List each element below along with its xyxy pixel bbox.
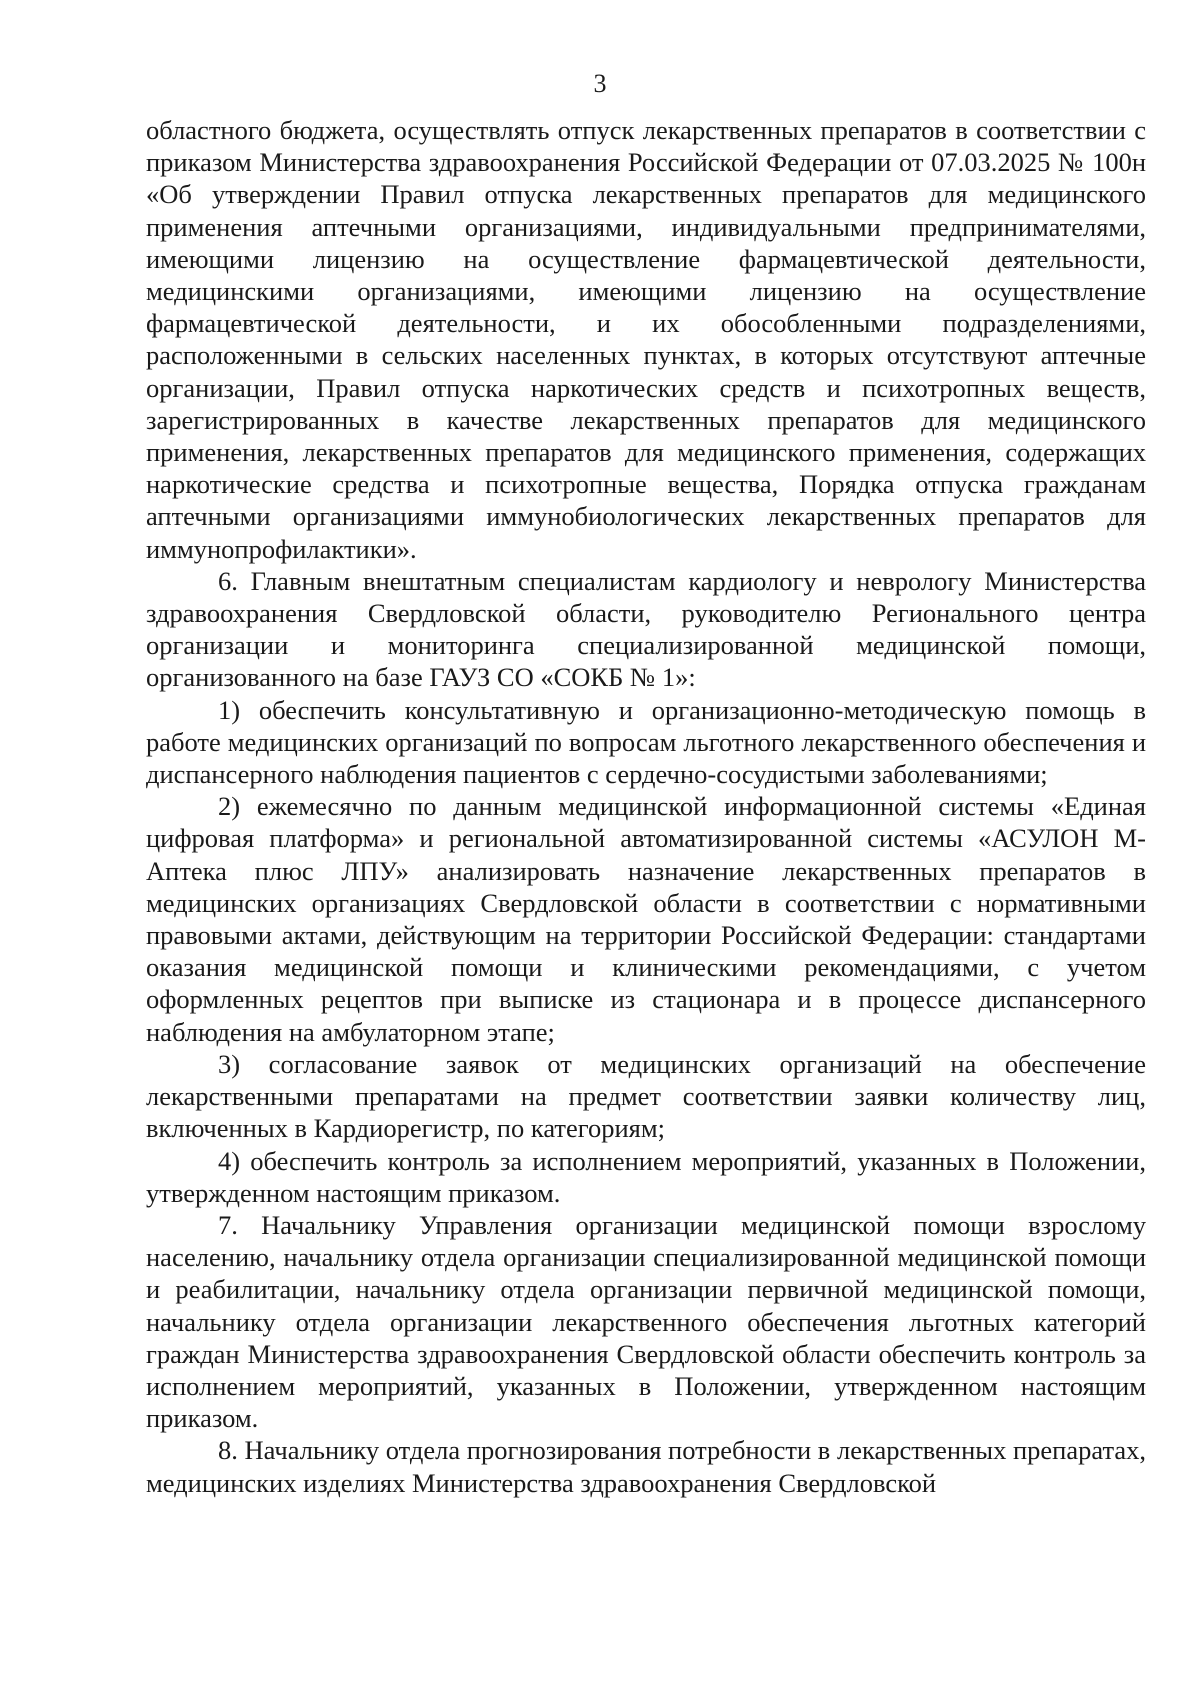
paragraph-item-6-1: 1) обеспечить консультативную и организационно-методическую помощь в работе медицинских организаций по вопросам льготного лекарственного обеспечения и диспансерного наблюдения пациентов с сердечно-сосудистыми заболеваниями;	[146, 694, 1146, 790]
paragraph-continuation: областного бюджета, осуществлять отпуск лекарственных препаратов в соответствии с приказом Министерства здравоохранения Российской Федерации от 07.03.2025 № 100н «Об утверждении Правил отпуска лекарственных препаратов для медицинского применения аптечными организациями, индивидуальными предпринимателями, имеющими лицензию на осуществление фармацевтической деятельности, медицинскими организациями, имеющими лицензию на осуществление фармацевтической деятельности, и их обособленными подразделениями, расположенными в сельских населенных пунктах, в которых отсутствуют аптечные организации, Правил отпуска наркотических средств и психотропных веществ, зарегистрированных в качестве лекарственных препаратов для медицинского применения, лекарственных препаратов для медицинского применения, содержащих наркотические средства и психотропные вещества, Порядка отпуска гражданам аптечными организациями иммунобиологических лекарственных препаратов для иммунопрофилактики».	[146, 115, 1146, 564]
document-body	[146, 114, 1146, 1499]
paragraph-item-7: 7. Начальнику Управления организации медицинской помощи взрослому населению, начальнику отдела организации специализированной медицинской помощи и реабилитации, начальнику отдела организации первичной медицинской помощи, начальнику отдела организации лекарственного обеспечения льготных категорий граждан Министерства здравоохранения Свердловской области обеспечить контроль за исполнением мероприятий, указанных в Положении, утвержденном настоящим приказом.	[146, 1209, 1146, 1434]
paragraph-item-6-2: 2) ежемесячно по данным медицинской информационной системы «Единая цифровая платформа» и региональной автоматизированной системы «АСУЛОН М-Аптека плюс ЛПУ» анализировать назначение лекарственных препаратов в медицинских организациях Свердловской области в соответствии с нормативными правовыми актами, действующим на территории Российской Федерации: стандартами оказания медицинской помощи и клиническими рекомендациями, с учетом оформленных рецептов при выписке из стационара и в процессе диспансерного наблюдения на амбулаторном этапе;	[146, 791, 1146, 1047]
paragraph-item-8: 8. Начальнику отдела прогнозирования потребности в лекарственных препаратах, медицинских изделиях Министерства здравоохранения Свердловской	[146, 1435, 1146, 1498]
paragraph-item-6: 6. Главным внештатным специалистам кардиологу и неврологу Министерства здравоохранения Свердловской области, руководителю Регионального центра организации и мониторинга специализированной медицинской помощи, организованного на базе ГАУЗ СО «СОКБ № 1»:	[146, 565, 1146, 693]
page-number: 3	[593, 69, 607, 98]
paragraph-item-6-3: 3) согласование заявок от медицинских организаций на обеспечение лекарственными препаратами на предмет соответствии заявки количеству лиц, включенных в Кардиорегистр, по категориям;	[146, 1048, 1146, 1144]
paragraph-item-6-4: 4) обеспечить контроль за исполнением мероприятий, указанных в Положении, утвержденном настоящим приказом.	[146, 1145, 1146, 1208]
